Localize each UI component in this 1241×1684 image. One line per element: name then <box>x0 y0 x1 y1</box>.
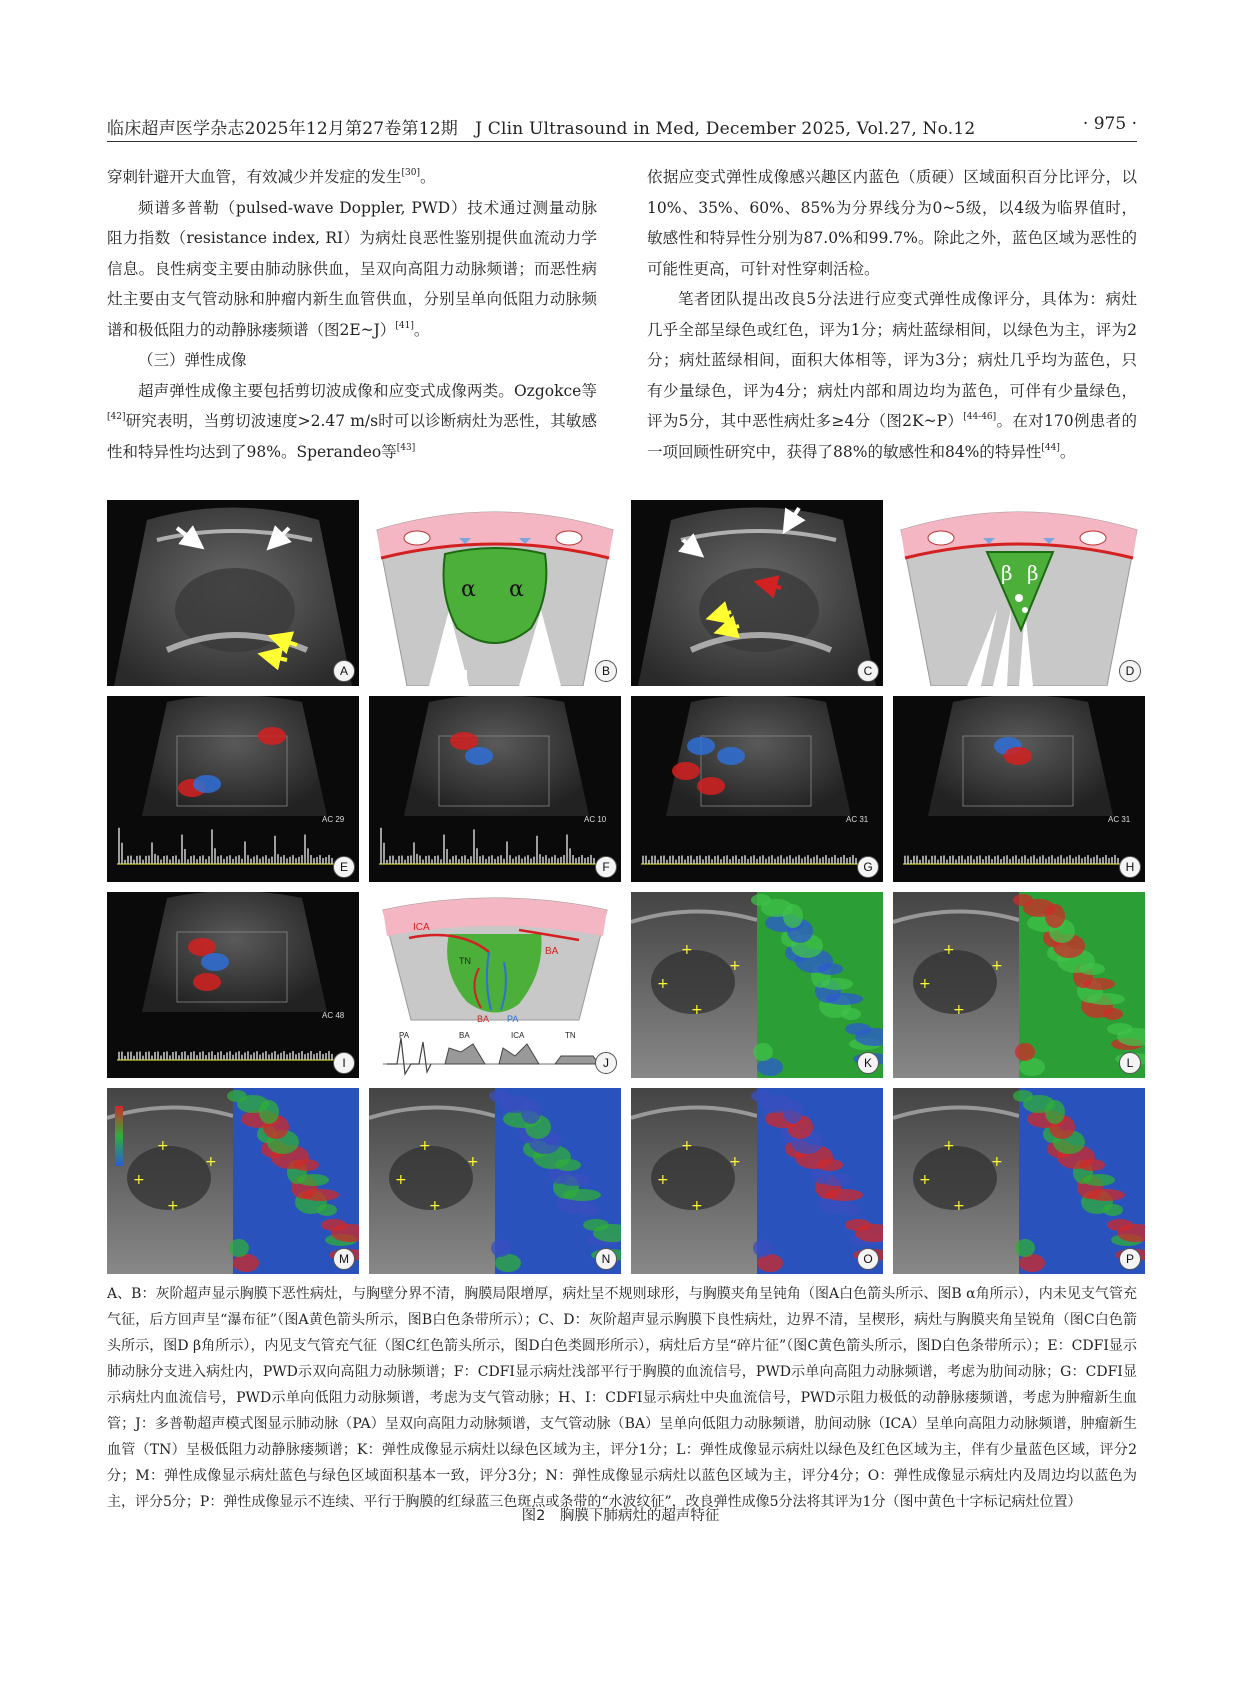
panel-label: H <box>1119 856 1141 878</box>
label-ica: ICA <box>413 922 430 933</box>
figure-panel-i <box>107 892 359 1078</box>
lesion-marker: + <box>691 1198 703 1214</box>
doppler-tag: AC 48 <box>322 1011 345 1020</box>
citation: [41] <box>395 320 414 331</box>
panel-image <box>369 500 621 686</box>
section-heading: （三）弹性成像 <box>138 351 247 369</box>
right-paragraph-2: 笔者团队提出改良5分法进行应变式弹性成像评分，具体为：病灶几乎全部呈绿色或红色，评为1分；病灶蓝绿相间，以绿色为主，评为2分；病灶蓝绿相间，面积大体相等，评为3分；病灶几乎均为蓝色，只有少量绿色，评为4分；病灶内部和周边均为蓝色，可伴有少量绿色，评为5分，其中恶性病灶多≥4分（图2K~P）[44-46]。在对170例患者的一项回顾性研究中，获得了88%的敏感性和84%的特异性[44]。 <box>647 290 1137 461</box>
panel-image <box>631 500 883 686</box>
figure-panel-p <box>893 1088 1145 1274</box>
figure-panel-l <box>893 892 1145 1078</box>
lesion-marker: + <box>205 1154 217 1170</box>
header-rule <box>107 141 1137 142</box>
lesion-marker: + <box>919 976 931 992</box>
citation: [43] <box>396 442 416 453</box>
panel-label: P <box>1119 1248 1141 1270</box>
lesion-marker: + <box>657 1172 669 1188</box>
panel-label: E <box>333 856 355 878</box>
panel-label: J <box>595 1052 617 1074</box>
lesion-marker: + <box>943 1138 955 1154</box>
lesion-marker: + <box>657 976 669 992</box>
lesion-marker: + <box>157 1138 169 1154</box>
panel-label: D <box>1119 660 1141 682</box>
figure-panel-k <box>631 892 883 1078</box>
doppler-tag: AC 31 <box>846 815 869 824</box>
panel-image <box>631 696 883 882</box>
lesion-marker: + <box>953 1198 965 1214</box>
angle-symbol: α <box>509 577 524 602</box>
panel-image <box>107 892 359 1078</box>
figure-2 <box>107 500 1147 1270</box>
figure-panel-c <box>631 500 883 686</box>
lesion-marker: + <box>729 958 741 974</box>
left-paragraph-1: 穿刺针避开大血管，有效减少并发症的发生[30]。 <box>107 168 436 186</box>
wave-label-tn: TN <box>565 1031 576 1040</box>
panel-image <box>107 696 359 882</box>
lesion-marker: + <box>691 1002 703 1018</box>
angle-symbol: β <box>1001 561 1013 585</box>
panel-image <box>631 1088 883 1274</box>
figure-panel-f <box>369 696 621 882</box>
figure-panel-h <box>893 696 1145 882</box>
angle-symbol: β <box>1027 561 1039 585</box>
figure-panel-b <box>369 500 621 686</box>
lesion-marker: + <box>729 1154 741 1170</box>
panel-image <box>107 1088 359 1274</box>
right-column <box>647 162 1137 467</box>
panel-label: F <box>595 856 617 878</box>
wave-label-ba: BA <box>459 1031 470 1040</box>
wave-label-pa: PA <box>399 1031 410 1040</box>
label-tn: TN <box>459 956 471 966</box>
lesion-marker: + <box>991 958 1003 974</box>
label-ba: BA <box>545 946 559 957</box>
lesion-marker: + <box>681 1138 693 1154</box>
panel-label: O <box>857 1248 879 1270</box>
figure-panel-a <box>107 500 359 686</box>
label-ba-inner: BA <box>477 1014 490 1024</box>
lesion-marker: + <box>991 1154 1003 1170</box>
left-column <box>107 162 597 467</box>
lesion-marker: + <box>919 1172 931 1188</box>
figure-caption: A、B：灰阶超声显示胸膜下恶性病灶，与胸壁分界不清，胸膜局限增厚，病灶呈不规则球形，与胸膜夹角呈钝角（图A白色箭头所示、图B α角所示），内未见支气管充气征，后方回声呈“瀑布征”（图A黄色箭头所示，图B白色条带所示）；C、D：灰阶超声显示胸膜下良性病灶，边界不清，呈楔形，病灶与胸膜夹角呈锐角（图C白色箭头所示，图D β角所示），内见支气管充气征（图C红色箭头所示，图D白色类圆形所示），病灶后方呈“碎片征”（图C黄色箭头所示，图D白色条带所示）；E：CDFI显示肺动脉分支进入病灶内，PWD示双向高阻力动脉频谱；F：CDFI显示病灶浅部平行于胸膜的血流信号，PWD示单向高阻力动脉频谱，考虑为肋间动脉；G：CDFI显示病灶内血流信号，PWD示单向低阻力动脉频谱，考虑为支气管动脉；H、I：CDFI显示病灶中央血流信号，PWD示阻力极低的动静脉瘘频谱，考虑为肿瘤新生血管；J：多普勒超声模式图显示肺动脉（PA）呈双向高阻力动脉频谱，支气管动脉（BA）呈单向低阻力动脉频谱，肋间动脉（ICA）呈单向高阻力动脉频谱，肿瘤新生血管（TN）呈极低阻力动静脉瘘频谱；K：弹性成像显示病灶以绿色区域为主，评分1分；L：弹性成像显示病灶以绿色及红色区域为主，伴有少量蓝色区域，评分2分；M：弹性成像显示病灶蓝色与绿色区域面积基本一致，评分3分；N：弹性成像显示病灶以蓝色区域为主，评分4分；O：弹性成像显示病灶内及周边均以蓝色为主，评分5分；P：弹性成像显示不连续、平行于胸膜的红绿蓝三色斑点或条带的“水波纹征”，改良弹性成像5分法将其评为1分（图中黄色十字标记病灶位置） <box>107 1286 1137 1510</box>
lesion-marker: + <box>133 1172 145 1188</box>
panel-image <box>631 892 883 1078</box>
angle-symbol: α <box>461 577 476 602</box>
panel-label: L <box>1119 1052 1141 1074</box>
figure-title: 图2 胸膜下肺病灶的超声特征 <box>521 1508 720 1524</box>
wave-label-ica: ICA <box>511 1031 525 1040</box>
panel-image <box>369 892 621 1078</box>
citation: [42] <box>107 412 126 422</box>
figure-panel-n <box>369 1088 621 1274</box>
panel-label: I <box>333 1052 355 1074</box>
doppler-tag: AC 29 <box>322 815 345 824</box>
label-pa-inner: PA <box>507 1014 519 1024</box>
lesion-marker: + <box>395 1172 407 1188</box>
figure-panel-d <box>893 500 1145 686</box>
figure-panel-j <box>369 892 621 1078</box>
panel-label: C <box>857 660 879 682</box>
panel-label: K <box>857 1052 879 1074</box>
figure-panel-e <box>107 696 359 882</box>
lesion-marker: + <box>419 1138 431 1154</box>
running-header <box>107 108 1137 142</box>
doppler-tag: AC 31 <box>1108 815 1131 824</box>
figure-panel-g <box>631 696 883 882</box>
figure-panel-o <box>631 1088 883 1274</box>
citation: [44] <box>1041 442 1060 453</box>
citation: [30] <box>401 168 420 178</box>
panel-image <box>893 696 1145 882</box>
left-paragraph-3: 超声弹性成像主要包括剪切波成像和应变式成像两类。Ozgokce等[42]研究表明，当剪切波速度>2.47 m/s时可以诊断病灶为恶性，其敏感性和特异性均达到了98%。Sperandeo等[43] <box>107 381 597 461</box>
left-paragraph-2: 频谱多普勒（pulsed-wave Doppler, PWD）技术通过测量动脉阻力指数（resistance index, RI）为病灶良恶性鉴别提供血流动力学信息。良性病变主要由肺动脉供血，呈双向高阻力动脉频谱；而恶性病灶主要由支气管动脉和肿瘤内新生血管供血，分别呈单向低阻力动脉频谱和极低阻力的动静脉瘘频谱（图2E~J）[41]。 <box>107 198 597 339</box>
journal-title: 临床超声医学杂志2025年12月第27卷第12期 J Clin Ultrasound in Med, December 2025, Vol.27, No.12 <box>107 119 976 139</box>
lesion-marker: + <box>167 1198 179 1214</box>
figure-panel-m <box>107 1088 359 1274</box>
panel-label: B <box>595 660 617 682</box>
panel-image <box>369 696 621 882</box>
panel-image <box>107 500 359 686</box>
panel-label: A <box>333 660 355 682</box>
panel-label: G <box>857 856 879 878</box>
lesion-marker: + <box>681 942 693 958</box>
panel-label: M <box>333 1248 355 1270</box>
lesion-marker: + <box>943 942 955 958</box>
lesion-marker: + <box>467 1154 479 1170</box>
panel-image <box>369 1088 621 1274</box>
citation: [44-46] <box>963 412 997 422</box>
panel-image <box>893 1088 1145 1274</box>
panel-label: N <box>595 1248 617 1270</box>
lesion-marker: + <box>429 1198 441 1214</box>
page-number: · 975 · <box>1082 114 1137 134</box>
panel-image <box>893 892 1145 1078</box>
right-paragraph-1: 依据应变式弹性成像感兴趣区内蓝色（质硬）区域面积百分比评分，以10%、35%、60%、85%为分界线分为0~5级，以4级为临界值时，敏感性和特异性分别为87.0%和99.7%。除此之外，蓝色区域为恶性的可能性更高，可针对性穿刺活检。 <box>647 168 1137 278</box>
panel-image <box>893 500 1145 686</box>
lesion-marker: + <box>953 1002 965 1018</box>
doppler-tag: AC 10 <box>584 815 607 824</box>
